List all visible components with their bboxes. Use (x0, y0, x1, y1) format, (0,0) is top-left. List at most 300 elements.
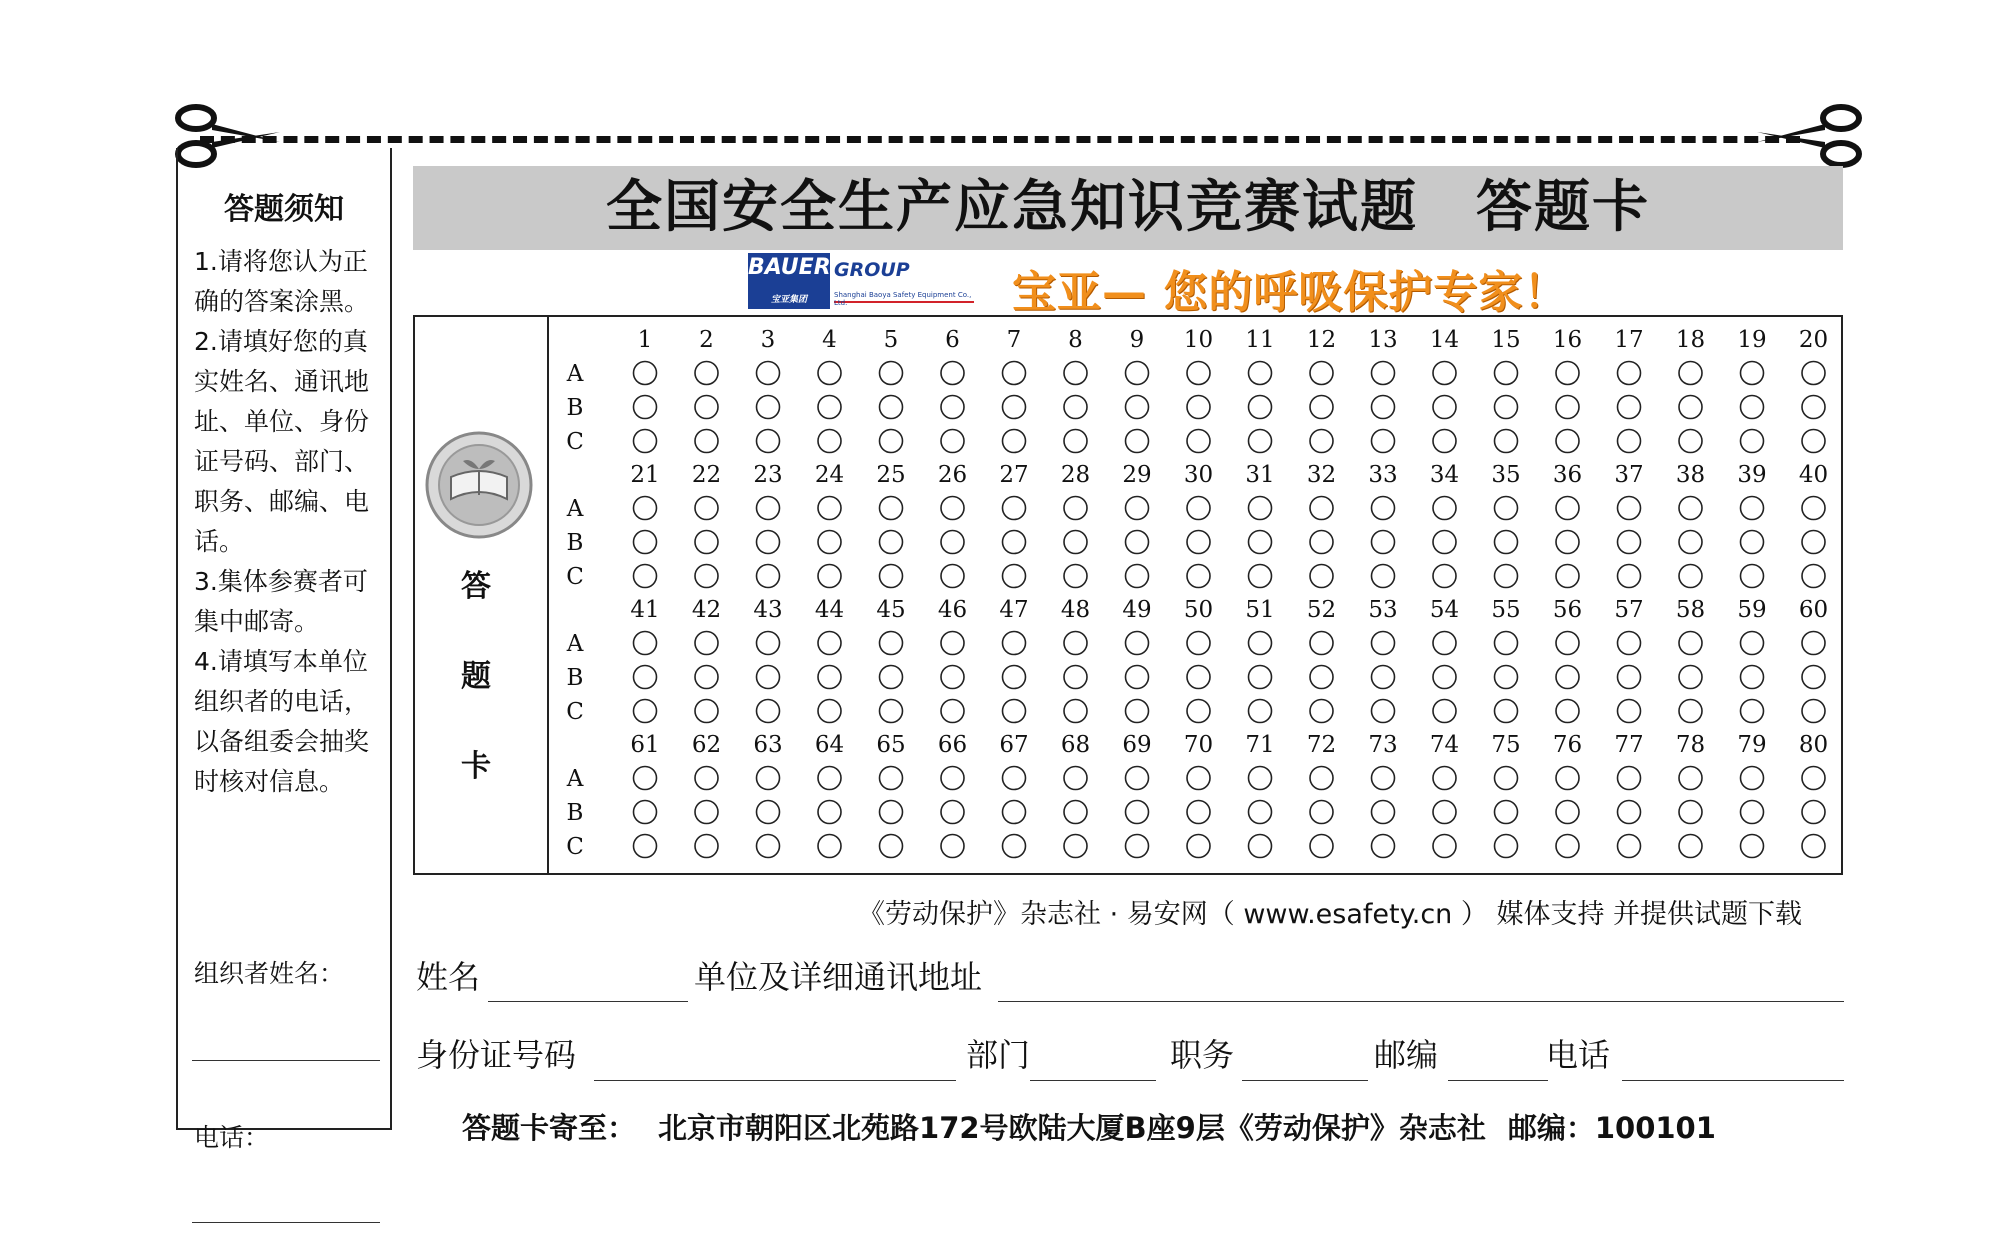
organizer-name-field[interactable] (192, 1060, 380, 1061)
answer-bubble[interactable] (1249, 666, 1272, 689)
answer-bubble[interactable] (1679, 835, 1702, 858)
answer-bubble[interactable] (634, 632, 657, 655)
answer-bubble[interactable] (818, 362, 841, 385)
answer-bubble[interactable] (695, 362, 718, 385)
answer-bubble[interactable] (1372, 700, 1395, 723)
answer-bubble[interactable] (1433, 767, 1456, 790)
question-number: 23 (753, 462, 783, 488)
answer-bubble[interactable] (1064, 362, 1087, 385)
option-label: B (566, 665, 584, 691)
answer-bubble[interactable] (880, 362, 903, 385)
question-number: 3 (760, 327, 776, 353)
answer-bubble[interactable] (941, 767, 964, 790)
answer-bubble[interactable] (695, 531, 718, 554)
answer-bubble[interactable] (1433, 362, 1456, 385)
answer-bubble[interactable] (1187, 767, 1210, 790)
answer-bubble[interactable] (1802, 801, 1825, 824)
answer-bubble[interactable] (818, 767, 841, 790)
answer-bubble[interactable] (1187, 835, 1210, 858)
answer-bubble[interactable] (1556, 700, 1579, 723)
answer-bubble[interactable] (1372, 362, 1395, 385)
answer-bubble[interactable] (1126, 767, 1149, 790)
answer-bubble[interactable] (634, 565, 657, 588)
answer-bubble[interactable] (1802, 835, 1825, 858)
answer-bubble[interactable] (818, 632, 841, 655)
answer-bubble[interactable] (1249, 565, 1272, 588)
answer-bubble[interactable] (695, 565, 718, 588)
answer-bubble[interactable] (1741, 396, 1764, 419)
answer-bubble[interactable] (634, 835, 657, 858)
answer-bubble[interactable] (1802, 565, 1825, 588)
question-number: 35 (1491, 462, 1521, 488)
answer-bubble[interactable] (880, 666, 903, 689)
id-number-field[interactable] (594, 1080, 956, 1081)
option-label: A (566, 766, 584, 792)
question-number: 64 (814, 732, 845, 758)
answer-bubble[interactable] (1126, 835, 1149, 858)
answer-bubble[interactable] (1495, 801, 1518, 824)
answer-bubble[interactable] (1249, 362, 1272, 385)
organizer-phone-field[interactable] (192, 1222, 380, 1223)
answer-bubble[interactable] (818, 497, 841, 520)
answer-bubble[interactable] (941, 666, 964, 689)
answer-bubble[interactable] (1126, 430, 1149, 453)
answer-bubble[interactable] (1433, 531, 1456, 554)
answer-bubble[interactable] (1310, 700, 1333, 723)
answer-bubble[interactable] (1249, 835, 1272, 858)
answer-bubble[interactable] (1064, 531, 1087, 554)
answer-bubble[interactable] (1741, 497, 1764, 520)
answer-bubble[interactable] (880, 700, 903, 723)
answer-bubble[interactable] (1249, 396, 1272, 419)
question-number: 72 (1306, 732, 1337, 758)
answer-bubble[interactable] (1618, 700, 1641, 723)
answer-bubble[interactable] (880, 835, 903, 858)
answer-bubble[interactable] (818, 396, 841, 419)
answer-bubble[interactable] (1003, 531, 1026, 554)
postcode-field[interactable] (1448, 1080, 1548, 1081)
answer-bubble[interactable] (1741, 362, 1764, 385)
answer-bubble[interactable] (1003, 801, 1026, 824)
option-label: B (566, 530, 584, 556)
answer-bubble[interactable] (1741, 666, 1764, 689)
title-banner (413, 166, 1843, 250)
answer-bubble[interactable] (1679, 531, 1702, 554)
answer-bubble[interactable] (757, 801, 780, 824)
question-number: 14 (1429, 327, 1460, 353)
answer-bubble[interactable] (1679, 767, 1702, 790)
answer-bubble[interactable] (1310, 531, 1333, 554)
answer-bubble[interactable] (1618, 835, 1641, 858)
answer-bubble[interactable] (941, 632, 964, 655)
answer-bubble[interactable] (818, 700, 841, 723)
answer-bubble[interactable] (1187, 430, 1210, 453)
answer-bubble[interactable] (1126, 666, 1149, 689)
answer-bubble[interactable] (1618, 767, 1641, 790)
answer-bubble[interactable] (1249, 632, 1272, 655)
answer-bubble[interactable] (1741, 531, 1764, 554)
answer-bubble[interactable] (941, 430, 964, 453)
answer-bubble[interactable] (634, 666, 657, 689)
answer-bubble[interactable] (634, 362, 657, 385)
answer-bubble[interactable] (1249, 430, 1272, 453)
answer-bubble[interactable] (1618, 430, 1641, 453)
answer-bubble[interactable] (1741, 835, 1764, 858)
cut-line (200, 136, 1800, 143)
answer-bubble[interactable] (1372, 396, 1395, 419)
question-number: 31 (1245, 462, 1275, 488)
answer-bubble[interactable] (1310, 430, 1333, 453)
answer-bubble[interactable] (880, 632, 903, 655)
answer-bubble[interactable] (1495, 531, 1518, 554)
answer-bubble[interactable] (1187, 700, 1210, 723)
answer-bubble[interactable] (1126, 497, 1149, 520)
answer-bubble[interactable] (880, 396, 903, 419)
id-number-label: 身份证号码 (416, 1036, 577, 1074)
answer-bubble[interactable] (1310, 497, 1333, 520)
question-number: 46 (937, 597, 968, 623)
answer-bubble[interactable] (1556, 801, 1579, 824)
question-number: 4 (822, 327, 837, 353)
answer-bubble[interactable] (1679, 497, 1702, 520)
logo-subtext: 宝亚集团 (770, 295, 807, 305)
question-number: 21 (630, 462, 660, 488)
answer-bubble[interactable] (1741, 767, 1764, 790)
answer-bubble[interactable] (1433, 700, 1456, 723)
name-field[interactable] (488, 1001, 688, 1002)
answer-bubble[interactable] (757, 666, 780, 689)
answer-bubble[interactable] (1249, 497, 1272, 520)
answer-bubble[interactable] (1618, 801, 1641, 824)
answer-bubble[interactable] (1741, 565, 1764, 588)
answer-bubble[interactable] (941, 396, 964, 419)
question-number: 10 (1183, 327, 1214, 353)
answer-bubble[interactable] (1433, 632, 1456, 655)
answer-bubble[interactable] (1003, 565, 1026, 588)
answer-bubble[interactable] (1679, 430, 1702, 453)
answer-bubble[interactable] (1187, 801, 1210, 824)
answer-bubble[interactable] (1249, 767, 1272, 790)
answer-bubble[interactable] (1310, 565, 1333, 588)
answer-bubble[interactable] (757, 531, 780, 554)
answer-bubble[interactable] (818, 531, 841, 554)
answer-bubble[interactable] (818, 565, 841, 588)
answer-bubble[interactable] (757, 430, 780, 453)
answer-bubble[interactable] (1618, 666, 1641, 689)
unit-address-label: 单位及详细通讯地址 (694, 958, 983, 996)
department-field[interactable] (1030, 1080, 1156, 1081)
answer-bubble[interactable] (1187, 666, 1210, 689)
answer-bubble[interactable] (695, 767, 718, 790)
question-number: 41 (630, 597, 660, 623)
answer-bubble[interactable] (941, 700, 964, 723)
answer-bubble[interactable] (1187, 632, 1210, 655)
answer-bubble[interactable] (1003, 767, 1026, 790)
answer-bubble[interactable] (941, 801, 964, 824)
answer-bubble[interactable] (695, 666, 718, 689)
answer-bubble[interactable] (634, 531, 657, 554)
answer-bubble[interactable] (1495, 835, 1518, 858)
answer-bubble[interactable] (1126, 362, 1149, 385)
question-number: 56 (1552, 597, 1583, 623)
answer-bubble[interactable] (1679, 632, 1702, 655)
media-support-text: 《劳动保护》杂志社 · 易安网（ www.esafety.cn ） 媒体支持 并提供试题下载 (858, 899, 1803, 930)
question-number: 80 (1798, 732, 1829, 758)
answer-bubble[interactable] (1618, 565, 1641, 588)
answer-bubble[interactable] (695, 430, 718, 453)
answer-bubble[interactable] (757, 700, 780, 723)
answer-bubble[interactable] (818, 801, 841, 824)
answer-bubble[interactable] (1679, 700, 1702, 723)
question-number: 33 (1368, 462, 1398, 488)
answer-bubble[interactable] (1495, 497, 1518, 520)
answer-bubble[interactable] (1064, 835, 1087, 858)
answer-bubble[interactable] (1187, 565, 1210, 588)
answer-bubble[interactable] (1310, 632, 1333, 655)
answer-bubble[interactable] (818, 430, 841, 453)
answer-bubble[interactable] (1741, 632, 1764, 655)
answer-bubble[interactable] (1310, 666, 1333, 689)
question-number: 70 (1183, 732, 1214, 758)
answer-bubble[interactable] (1249, 801, 1272, 824)
answer-bubble[interactable] (1064, 565, 1087, 588)
answer-bubble[interactable] (695, 632, 718, 655)
answer-bubble[interactable] (1495, 632, 1518, 655)
answer-bubble[interactable] (1802, 700, 1825, 723)
answer-bubble[interactable] (1003, 497, 1026, 520)
question-number: 38 (1675, 462, 1706, 488)
answer-bubble[interactable] (1802, 497, 1825, 520)
answer-bubble[interactable] (1310, 362, 1333, 385)
question-number: 32 (1306, 462, 1337, 488)
answer-bubble[interactable] (1126, 700, 1149, 723)
answer-bubble[interactable] (757, 835, 780, 858)
answer-bubble[interactable] (695, 700, 718, 723)
answer-bubble[interactable] (1802, 396, 1825, 419)
answer-bubble[interactable] (1126, 565, 1149, 588)
answer-bubble[interactable] (1310, 767, 1333, 790)
answer-bubble[interactable] (1679, 396, 1702, 419)
answer-bubble[interactable] (1433, 835, 1456, 858)
answer-bubble[interactable] (1556, 835, 1579, 858)
answer-bubble[interactable] (941, 531, 964, 554)
question-number: 25 (876, 462, 906, 488)
position-field[interactable] (1242, 1080, 1368, 1081)
question-number: 20 (1798, 327, 1829, 353)
answer-bubble[interactable] (634, 497, 657, 520)
answer-bubble[interactable] (1556, 632, 1579, 655)
answer-bubble[interactable] (1433, 801, 1456, 824)
answer-bubble[interactable] (634, 396, 657, 419)
answer-bubble[interactable] (1679, 565, 1702, 588)
answer-bubble[interactable] (1433, 565, 1456, 588)
question-number: 58 (1675, 597, 1706, 623)
answer-bubble[interactable] (1372, 565, 1395, 588)
answer-bubble[interactable] (1064, 700, 1087, 723)
answer-bubble[interactable] (1003, 666, 1026, 689)
question-number: 69 (1122, 732, 1152, 758)
answer-bubble[interactable] (1310, 835, 1333, 858)
answer-bubble[interactable] (1372, 801, 1395, 824)
answer-bubble[interactable] (1372, 767, 1395, 790)
answer-bubble[interactable] (757, 396, 780, 419)
question-number: 63 (753, 732, 783, 758)
answer-bubble[interactable] (1372, 632, 1395, 655)
answer-bubble[interactable] (757, 565, 780, 588)
answer-bubble[interactable] (1618, 531, 1641, 554)
answer-bubble[interactable] (1310, 396, 1333, 419)
answer-bubble[interactable] (1495, 396, 1518, 419)
question-number: 12 (1306, 327, 1337, 353)
answer-bubble[interactable] (941, 835, 964, 858)
answer-bubble[interactable] (1064, 801, 1087, 824)
answer-bubble[interactable] (1126, 801, 1149, 824)
question-number: 47 (999, 597, 1029, 623)
answer-bubble[interactable] (1187, 531, 1210, 554)
answer-bubble[interactable] (1064, 666, 1087, 689)
question-number: 73 (1368, 732, 1398, 758)
answer-bubble[interactable] (1495, 565, 1518, 588)
mail-to-line (462, 1106, 1738, 1147)
answer-bubble[interactable] (757, 767, 780, 790)
answer-bubble[interactable] (1802, 632, 1825, 655)
answer-bubble[interactable] (1003, 835, 1026, 858)
answer-bubble[interactable] (880, 565, 903, 588)
answer-bubble[interactable] (1064, 430, 1087, 453)
answer-bubble[interactable] (818, 835, 841, 858)
answer-bubble[interactable] (695, 497, 718, 520)
answer-bubble[interactable] (757, 362, 780, 385)
answer-bubble[interactable] (1372, 666, 1395, 689)
answer-bubble[interactable] (1003, 700, 1026, 723)
question-number: 29 (1122, 462, 1152, 488)
organizer-phone-label: 电话： (194, 1123, 270, 1152)
answer-bubble[interactable] (1310, 801, 1333, 824)
bubble-grid (415, 317, 1841, 873)
unit-address-field[interactable] (998, 1001, 1844, 1002)
answer-bubble[interactable] (1126, 396, 1149, 419)
answer-bubble[interactable] (1556, 497, 1579, 520)
answer-bubble[interactable] (1064, 632, 1087, 655)
answer-grid (413, 315, 1843, 875)
answer-bubble[interactable] (1495, 666, 1518, 689)
question-number: 59 (1737, 597, 1767, 623)
answer-bubble[interactable] (1187, 362, 1210, 385)
question-number: 17 (1614, 327, 1644, 353)
answer-bubble[interactable] (1802, 430, 1825, 453)
answer-bubble[interactable] (1556, 362, 1579, 385)
answer-bubble[interactable] (1679, 666, 1702, 689)
answer-bubble[interactable] (634, 767, 657, 790)
question-number: 74 (1429, 732, 1460, 758)
answer-bubble[interactable] (634, 700, 657, 723)
answer-bubble[interactable] (1802, 531, 1825, 554)
answer-bubble[interactable] (1187, 396, 1210, 419)
question-number: 48 (1060, 597, 1091, 623)
answer-bubble[interactable] (880, 531, 903, 554)
answer-bubble[interactable] (634, 430, 657, 453)
answer-bubble[interactable] (1495, 767, 1518, 790)
question-number: 60 (1798, 597, 1829, 623)
answer-bubble[interactable] (1003, 396, 1026, 419)
answer-bubble[interactable] (1802, 666, 1825, 689)
answer-bubble[interactable] (757, 497, 780, 520)
answer-bubble[interactable] (1618, 362, 1641, 385)
answer-bubble[interactable] (1556, 430, 1579, 453)
answer-bubble[interactable] (1618, 632, 1641, 655)
answer-bubble[interactable] (1802, 362, 1825, 385)
answer-bubble[interactable] (1495, 362, 1518, 385)
answer-bubble[interactable] (1495, 430, 1518, 453)
answer-bubble[interactable] (1495, 700, 1518, 723)
answer-bubble[interactable] (1372, 531, 1395, 554)
answer-bubble[interactable] (695, 801, 718, 824)
answer-bubble[interactable] (1556, 767, 1579, 790)
answer-bubble[interactable] (1003, 632, 1026, 655)
answer-bubble[interactable] (1003, 362, 1026, 385)
answer-bubble[interactable] (880, 767, 903, 790)
answer-bubble[interactable] (1556, 531, 1579, 554)
answer-bubble[interactable] (941, 362, 964, 385)
answer-bubble[interactable] (1802, 767, 1825, 790)
option-label: C (566, 564, 584, 590)
answer-bubble[interactable] (1126, 531, 1149, 554)
answer-bubble[interactable] (880, 497, 903, 520)
answer-bubble[interactable] (1003, 430, 1026, 453)
answer-bubble[interactable] (1618, 396, 1641, 419)
answer-bubble[interactable] (757, 632, 780, 655)
answer-bubble[interactable] (1187, 497, 1210, 520)
answer-bubble[interactable] (1556, 666, 1579, 689)
name-label: 姓名 (416, 958, 481, 996)
answer-bubble[interactable] (634, 801, 657, 824)
answer-bubble[interactable] (1556, 396, 1579, 419)
question-number: 13 (1368, 327, 1398, 353)
answer-bubble[interactable] (880, 430, 903, 453)
answer-bubble[interactable] (1064, 497, 1087, 520)
answer-bubble[interactable] (1679, 362, 1702, 385)
answer-bubble[interactable] (1372, 835, 1395, 858)
answer-bubble[interactable] (695, 835, 718, 858)
answer-bubble[interactable] (1064, 396, 1087, 419)
answer-bubble[interactable] (1741, 430, 1764, 453)
answer-bubble[interactable] (941, 565, 964, 588)
phone-label: 电话 (1546, 1036, 1611, 1074)
answer-bubble[interactable] (941, 497, 964, 520)
page-title: 全国安全生产应急知识竞赛试题 答题卡 (606, 175, 1650, 240)
answer-bubble[interactable] (1679, 801, 1702, 824)
answer-bubble[interactable] (695, 396, 718, 419)
answer-bubble[interactable] (1433, 430, 1456, 453)
answer-bubble[interactable] (1249, 531, 1272, 554)
answer-bubble[interactable] (1372, 497, 1395, 520)
answer-bubble[interactable] (1433, 666, 1456, 689)
side-label-char: 卡 (461, 749, 491, 784)
answer-bubble[interactable] (818, 666, 841, 689)
phone-field[interactable] (1622, 1080, 1844, 1081)
answer-bubble[interactable] (1741, 801, 1764, 824)
answer-bubble[interactable] (1433, 497, 1456, 520)
answer-bubble[interactable] (1741, 700, 1764, 723)
answer-bubble[interactable] (1372, 430, 1395, 453)
answer-bubble[interactable] (880, 801, 903, 824)
answer-bubble[interactable] (1556, 565, 1579, 588)
answer-bubble[interactable] (1126, 632, 1149, 655)
answer-bubble[interactable] (1064, 767, 1087, 790)
answer-bubble[interactable] (1618, 497, 1641, 520)
answer-bubble[interactable] (1249, 700, 1272, 723)
answer-bubble[interactable] (1433, 396, 1456, 419)
